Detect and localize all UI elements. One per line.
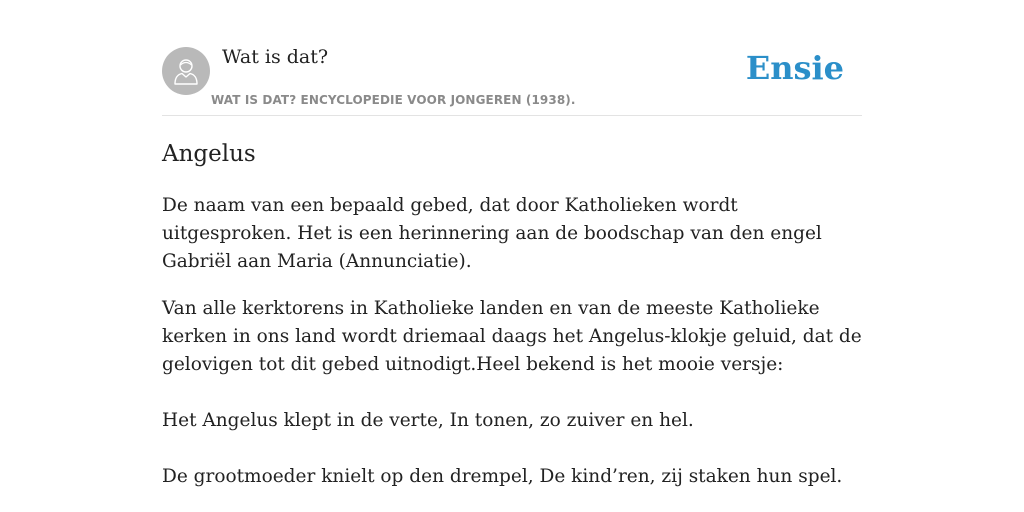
verse-spacer bbox=[162, 435, 867, 463]
article-paragraph: Van alle kerktorens in Katholieke landen en van de meeste Katholieke kerken in ons land wordt driemaal daags het Angelus-klokje geluid, dat de gelovigen tot dit gebed uitnodigt.Heel bekend is het mooie versje: bbox=[162, 298, 862, 375]
avatar[interactable] bbox=[162, 47, 210, 95]
article-paragraph: De naam van een bepaald gebed, dat door Katholieken wordt uitgesproken. Het is een herinnering aan de boodschap van den engel Gabriël aan Maria (Annunciatie). bbox=[162, 195, 822, 272]
verse-line: Het Angelus klept in de verte, In tonen, zo zuiver en hel. bbox=[162, 410, 694, 431]
user-icon bbox=[172, 56, 200, 86]
article bbox=[162, 138, 867, 491]
source-subtitle[interactable]: WAT IS DAT? ENCYCLOPEDIE VOOR JONGEREN (1938). bbox=[211, 93, 576, 107]
source-header bbox=[162, 40, 862, 116]
ensie-logo[interactable]: Ensie bbox=[745, 49, 844, 87]
verse-line: De grootmoeder knielt op den drempel, De kind’ren, zij staken hun spel. bbox=[162, 466, 843, 487]
verse-spacer bbox=[162, 379, 867, 407]
article-title: Angelus bbox=[162, 141, 256, 167]
source-title[interactable]: Wat is dat? bbox=[222, 46, 329, 68]
